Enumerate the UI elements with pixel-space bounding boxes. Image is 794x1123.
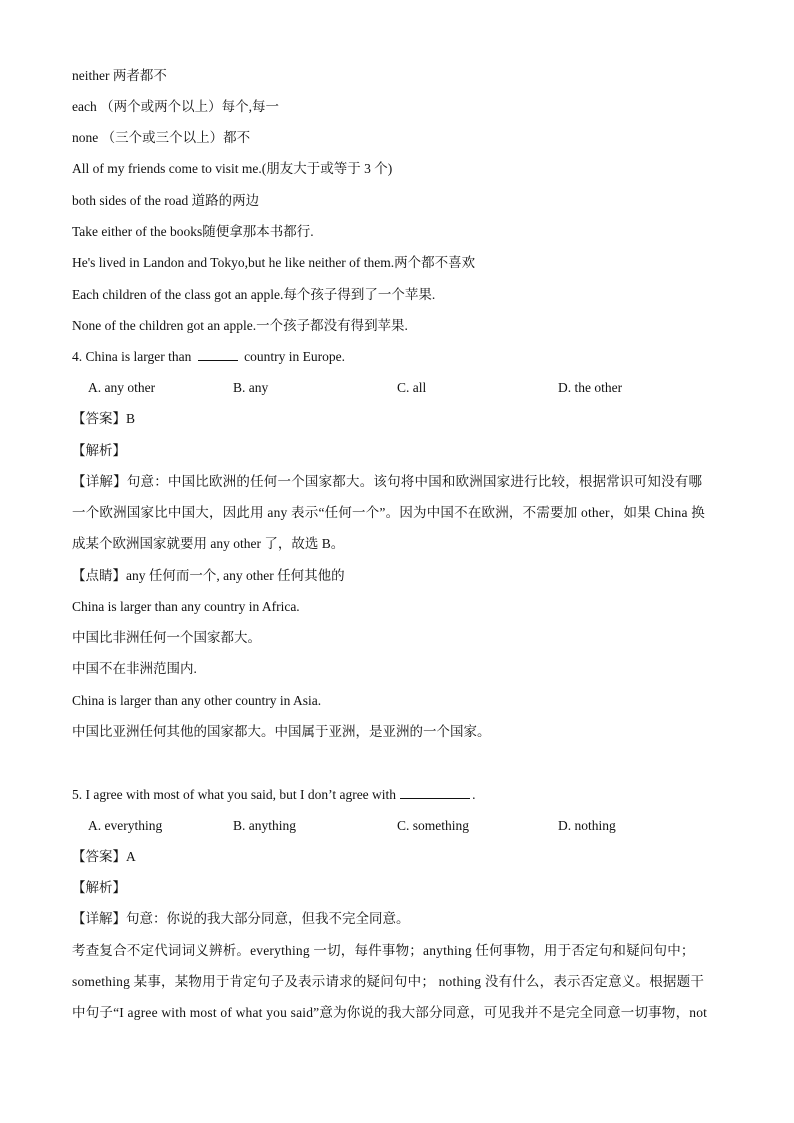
question-4-stem (72, 348, 724, 366)
question-4-option-c: C. all (397, 380, 427, 395)
question-4-note (72, 567, 724, 585)
question-5-option-a: A. everything (88, 818, 163, 833)
detail-text: 句意：你说的我大部分同意，但我不完全同意。 (126, 911, 410, 926)
question-4-stem-end: country in Europe. (244, 349, 345, 364)
question-5-detail-line (72, 910, 724, 928)
explanation-line: each （两个或两个以上）每个,每一 (72, 99, 279, 114)
question-5-option-d: D. nothing (558, 818, 616, 833)
question-5-detail-line: 中句子“I agree with most of what you said”意为你说的我大部分同意，可见我并不是完全同意一切事物，not (72, 1005, 708, 1020)
question-4-note-line: 中国比非洲任何一个国家都大。 (72, 630, 261, 645)
answer-tag: 【答案】 (72, 411, 126, 426)
question-4-detail-line: 成某个欧洲国家就要用 any other 了，故选 B。 (72, 536, 345, 551)
explanation-line: neither 两者都不 (72, 68, 167, 83)
question-5-detail-line: something 某事，某物用于肯定句子及表示请求的疑问句中； nothing 没有什么，表示否定意义。根据题干 (72, 974, 705, 989)
note-tag: 【点睛】 (72, 568, 126, 583)
question-4-options (72, 379, 724, 397)
question-5-detail-line: 考查复合不定代词词义辨析。everything 一切，每件事物；anything 任何事物，用于否定句和疑问句中； (72, 943, 695, 958)
question-5-option-b: B. anything (233, 818, 296, 833)
question-5-stem-start: 5. I agree with most of what you said, but I don’t agree with (72, 787, 397, 802)
question-4-note-line: China is larger than any other country in Asia. (72, 693, 322, 708)
question-4-analysis-tag: 【解析】 (72, 443, 126, 458)
question-5-answer (72, 848, 724, 866)
detail-tag: 【详解】 (72, 474, 127, 489)
question-4-note-line: 中国比亚洲任何其他的国家都大。中国属于亚洲，是亚洲的一个国家。 (72, 724, 491, 739)
note-text: any 任何而一个, any other 任何其他的 (126, 568, 345, 583)
detail-tag: 【详解】 (72, 911, 126, 926)
answer-tag: 【答案】 (72, 849, 126, 864)
question-4-detail-line: 一个欧洲国家比中国大，因此用 any 表示“任何一个”。因为中国不在欧洲，不需要加 other，如果 China 换 (72, 505, 705, 520)
question-4-option-d: D. the other (558, 380, 623, 395)
answer-value: B (126, 411, 136, 426)
question-4-answer (72, 410, 724, 428)
question-4-option-a: A. any other (88, 380, 156, 395)
detail-text: 句意：中国比欧洲的任何一个国家都大。该句将中国和欧洲国家进行比较，根据常识可知没有哪 (126, 474, 703, 489)
explanation-line: Each children of the class got an apple.每个孩子得到了一个苹果. (72, 287, 436, 302)
question-4-note-line: 中国不在非洲范围内. (72, 661, 197, 676)
question-5-options (72, 817, 724, 835)
answer-value: A (126, 849, 136, 864)
question-5-blank (400, 786, 470, 799)
question-5-analysis-tag: 【解析】 (72, 880, 126, 895)
question-4-detail-line (72, 473, 724, 491)
explanation-line: All of my friends come to visit me.(朋友大于或等于 3 个) (72, 161, 393, 176)
explanation-line: Take either of the books随便拿那本书都行. (72, 224, 314, 239)
explanation-line: both sides of the road 道路的两边 (72, 193, 260, 208)
explanation-line: None of the children got an apple.一个孩子都没有得到苹果. (72, 318, 408, 333)
question-4-blank (198, 348, 238, 361)
explanation-line: He's lived in Landon and Tokyo,but he like neither of them.两个都不喜欢 (72, 255, 476, 270)
question-5-stem (72, 786, 724, 804)
question-5-option-c: C. something (397, 818, 470, 833)
question-4-option-b: B. any (233, 380, 269, 395)
question-5-stem-end: . (472, 787, 476, 802)
explanation-line: none （三个或三个以上）都不 (72, 130, 251, 145)
question-4-note-line: China is larger than any country in Africa. (72, 599, 300, 614)
question-4-stem-start: 4. China is larger than (72, 349, 192, 364)
